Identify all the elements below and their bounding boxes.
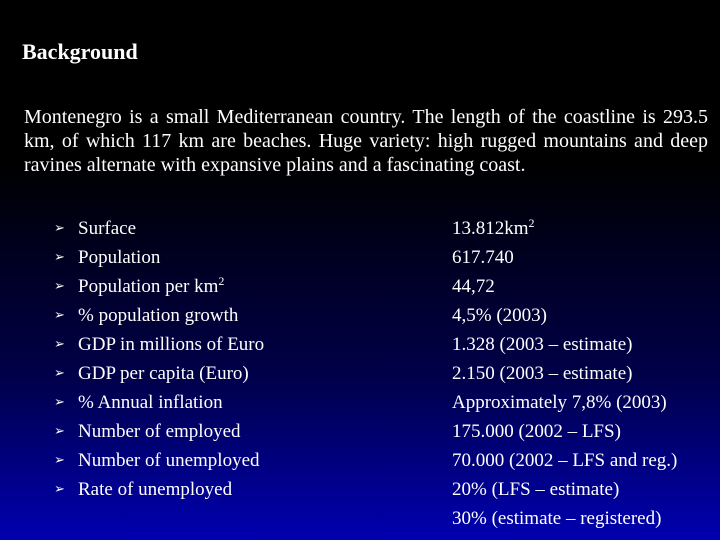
arrow-bullet-icon: ➢ bbox=[54, 337, 65, 352]
item-value: 617.740 bbox=[452, 247, 514, 268]
intro-paragraph: Montenegro is a small Mediterranean country. The length of the coastline is 293.5 km, of which 117 km are beaches. Huge variety: high rugged mountains and deep ravines alternate with expansive plains and a fascinating coast. bbox=[24, 106, 708, 176]
slide-title: Background bbox=[22, 39, 138, 64]
arrow-bullet-icon: ➢ bbox=[54, 279, 65, 294]
item-label: GDP in millions of Euro bbox=[78, 334, 265, 355]
item-value: 20% (LFS – estimate) bbox=[452, 479, 620, 500]
arrow-bullet-icon: ➢ bbox=[54, 308, 65, 323]
item-label: % Annual inflation bbox=[78, 392, 223, 413]
list-item bbox=[54, 301, 720, 330]
item-value: 30% (estimate – registered) bbox=[452, 508, 662, 529]
list-item bbox=[54, 272, 720, 301]
list-item bbox=[54, 475, 720, 504]
item-label: % population growth bbox=[78, 305, 239, 326]
arrow-bullet-icon: ➢ bbox=[54, 424, 65, 439]
item-label: Number of unemployed bbox=[78, 450, 260, 471]
list-item bbox=[54, 417, 720, 446]
item-value: Approximately 7,8% (2003) bbox=[452, 392, 667, 413]
item-value: 2.150 (2003 – estimate) bbox=[452, 363, 633, 384]
arrow-bullet-icon: ➢ bbox=[54, 482, 65, 497]
item-label: Surface bbox=[78, 218, 137, 239]
item-label: Population per $km^2$ bbox=[78, 274, 225, 297]
item-label: GDP per capita (Euro) bbox=[78, 363, 249, 384]
item-value: 44,72 bbox=[452, 276, 495, 297]
list-item bbox=[54, 359, 720, 388]
item-value: 1.328 (2003 – estimate) bbox=[452, 334, 633, 355]
arrow-bullet-icon: ➢ bbox=[54, 453, 65, 468]
item-value: $13.812km^2$ bbox=[452, 216, 535, 239]
item-label: Rate of unemployed bbox=[78, 479, 233, 500]
list-item bbox=[54, 388, 720, 417]
item-label: Number of employed bbox=[78, 421, 241, 442]
list-item-continuation bbox=[54, 504, 720, 533]
list-item bbox=[54, 330, 720, 359]
list-item bbox=[54, 243, 720, 272]
facts-list bbox=[54, 214, 720, 533]
arrow-bullet-icon: ➢ bbox=[54, 366, 65, 381]
list-item bbox=[54, 214, 720, 243]
arrow-bullet-icon: ➢ bbox=[54, 250, 65, 265]
item-label: Population bbox=[78, 247, 161, 268]
list-item bbox=[54, 446, 720, 475]
item-value: 70.000 (2002 – LFS and reg.) bbox=[452, 450, 678, 471]
item-value: 4,5% (2003) bbox=[452, 305, 547, 326]
item-value: 175.000 (2002 – LFS) bbox=[452, 421, 621, 442]
arrow-bullet-icon: ➢ bbox=[54, 395, 65, 410]
arrow-bullet-icon: ➢ bbox=[54, 221, 65, 236]
